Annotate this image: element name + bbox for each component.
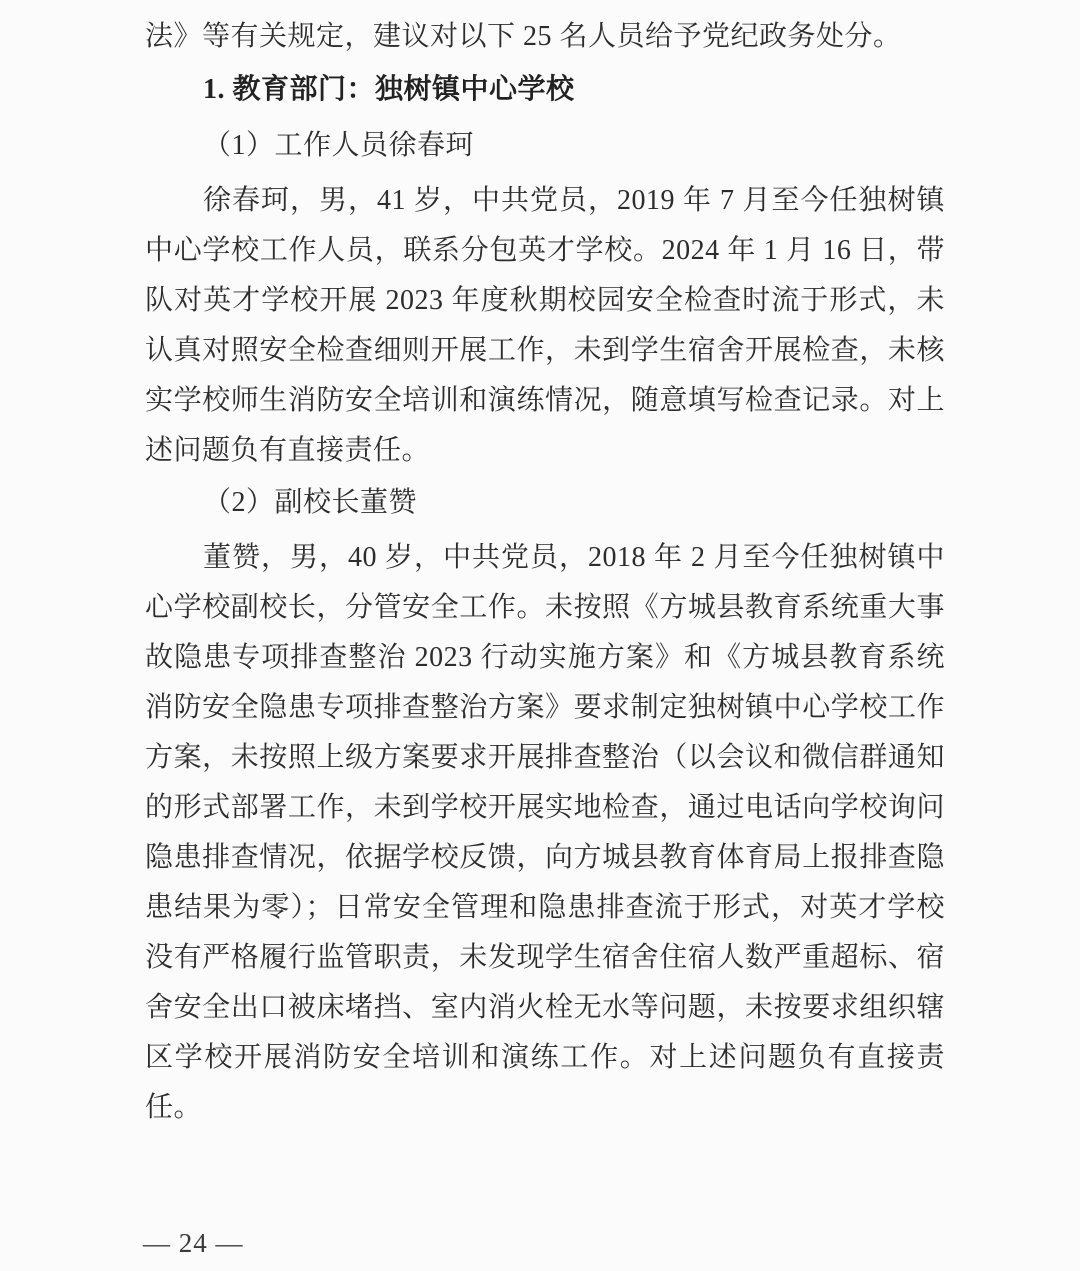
text-line: 心学校副校长，分管安全工作。未按照《方城县教育系统重大事 [145,592,945,623]
text-line: 的形式部署工作，未到学校开展实地检查，通过电话向学校询问 [145,792,945,823]
text-line: 任。 [145,1092,203,1123]
text-line: 认真对照安全检查细则开展工作，未到学生宿舍开展检查，未核 [145,335,945,366]
text-line: 中心学校工作人员，联系分包英才学校。2024 年 1 月 16 日，带 [145,235,945,266]
item-heading-person-1: （1）工作人员徐春珂 [203,130,475,161]
text-line: 徐春珂，男，41 岁，中共党员，2019 年 7 月至今任独树镇 [203,185,945,216]
text-line: 董赞，男，40 岁，中共党员，2018 年 2 月至今任独树镇中 [203,542,945,573]
section-heading-education: 1. 教育部门：独树镇中心学校 [203,74,575,105]
text-line: 方案，未按照上级方案要求开展排查整治（以会议和微信群通知 [145,742,945,773]
text-line: 法》等有关规定，建议对以下 25 名人员给予党纪政务处分。 [145,21,902,52]
text-line: 述问题负有直接责任。 [145,435,431,466]
item-heading-person-2: （2）副校长董赞 [203,487,418,518]
text-line: 隐患排查情况，依据学校反馈，向方城县教育体育局上报排查隐 [145,842,945,873]
document-body [145,12,945,1133]
text-line: 患结果为零）；日常安全管理和隐患排查流于形式，对英才学校 [145,892,945,923]
text-line: 实学校师生消防安全培训和演练情况，随意填写检查记录。对上 [145,385,945,416]
text-line: 区学校开展消防安全培训和演练工作。对上述问题负有直接责 [145,1042,945,1073]
page-number: — 24 — [143,1228,244,1258]
text-line: 舍安全出口被床堵挡、室内消火栓无水等问题，未按要求组织辖 [145,992,945,1023]
text-line: 故隐患专项排查整治 2023 行动实施方案》和《方城县教育系统 [145,642,945,673]
text-line: 消防安全隐患专项排查整治方案》要求制定独树镇中心学校工作 [145,692,945,723]
text-line: 队对英才学校开展 2023 年度秋期校园安全检查时流于形式，未 [145,285,945,316]
text-line: 没有严格履行监管职责，未发现学生宿舍住宿人数严重超标、宿 [145,942,945,973]
